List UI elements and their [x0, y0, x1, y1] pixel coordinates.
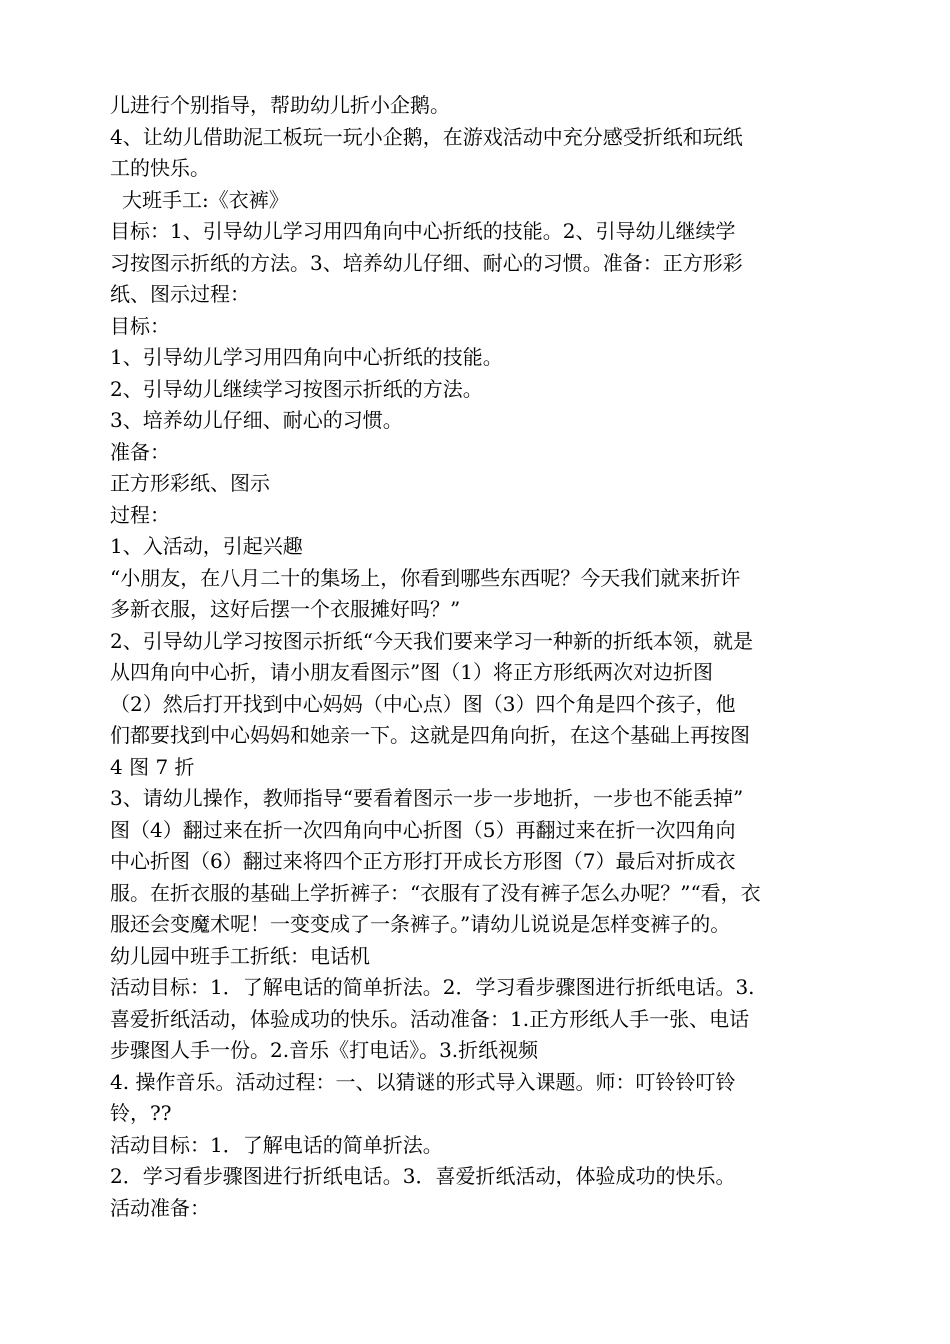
text-line: 们都要找到中心妈妈和她亲一下。这就是四角向折，在这个基础上再按图 [110, 723, 750, 747]
text-line: 铃，?? [110, 1101, 172, 1125]
text-line: 3、培养幼儿仔细、耐心的习惯。 [110, 408, 403, 432]
text-line: 活动目标：1．了解电话的简单折法。2．学习看步骤图进行折纸电话。3. [110, 975, 755, 999]
text-line: 1、引导幼儿学习用四角向中心折纸的技能。 [110, 345, 503, 369]
text-line: 2．学习看步骤图进行折纸电话。3．喜爱折纸活动，体验成功的快乐。 [110, 1164, 736, 1188]
text-line: 活动准备： [110, 1195, 210, 1220]
document-body [110, 90, 870, 1224]
text-line: 纸、图示过程： [110, 282, 250, 306]
text-line: 从四角向中心折，请小朋友看图示”图（1）将正方形纸两次对边折图 [110, 660, 713, 684]
text-line: 目标：1、引导幼儿学习用四角向中心折纸的技能。2、引导幼儿继续学 [110, 219, 736, 243]
text-line: 4、让幼儿借助泥工板玩一玩小企鹅，在游戏活动中充分感受折纸和玩纸 [110, 124, 743, 149]
text-line: 习按图示折纸的方法。3、培养幼儿仔细、耐心的习惯。准备：正方形彩 [110, 250, 743, 275]
text-line: 2、引导幼儿继续学习按图示折纸的方法。 [110, 376, 483, 401]
text-line: 服。在折衣服的基础上学折裤子：“衣服有了没有裤子怎么办呢？”“看，衣 [110, 880, 761, 905]
section-heading: 幼儿园中班手工折纸：电话机 [110, 943, 370, 968]
text-line: 1、入活动，引起兴趣 [110, 534, 303, 558]
text-line: 3、请幼儿操作，教师指导“要看着图示一步一步地折，一步也不能丢掉” [110, 786, 744, 810]
text-line: 活动目标：1．了解电话的简单折法。 [110, 1132, 443, 1157]
text-line: 服还会变魔术呢！一变变成了一条裤子。”请幼儿说说是怎样变裤子的。 [110, 912, 731, 936]
text-line: 儿进行个别指导，帮助幼儿折小企鹅。 [110, 93, 450, 117]
text-line: 目标： [110, 313, 170, 338]
text-line: 工的快乐。 [110, 156, 210, 180]
text-line: 中心折图（6）翻过来将四个正方形打开成长方形图（7）最后对折成衣 [110, 849, 736, 873]
text-line: 过程： [110, 502, 170, 527]
text-line: 多新衣服，这好后摆一个衣服摊好吗？” [110, 597, 461, 621]
text-line: 喜爱折纸活动，体验成功的快乐。活动准备：1.正方形纸人手一张、电话 [110, 1006, 750, 1031]
section-heading: 大班手工:《衣裤》 [122, 187, 289, 212]
text-line: 4 图 7 折 [110, 754, 195, 779]
text-line: （2）然后打开找到中心妈妈（中心点）图（3）四个角是四个孩子，他 [110, 691, 736, 716]
text-line: “小朋友，在八月二十的集场上，你看到哪些东西呢？今天我们就来折许 [110, 565, 741, 590]
text-line: 4. 操作音乐。活动过程：一、以猜谜的形式导入课题。师：叮铃铃叮铃 [110, 1069, 736, 1094]
text-line: 步骤图人手一份。2.音乐《打电话》。3.折纸视频 [110, 1038, 539, 1062]
text-line: 正方形彩纸、图示 [110, 471, 270, 495]
text-line: 准备： [110, 439, 170, 464]
text-line: 2、引导幼儿学习按图示折纸“今天我们要来学习一种新的折纸本领，就是 [110, 628, 753, 653]
text-line: 图（4）翻过来在折一次四角向中心折图（5）再翻过来在折一次四角向 [110, 817, 736, 842]
